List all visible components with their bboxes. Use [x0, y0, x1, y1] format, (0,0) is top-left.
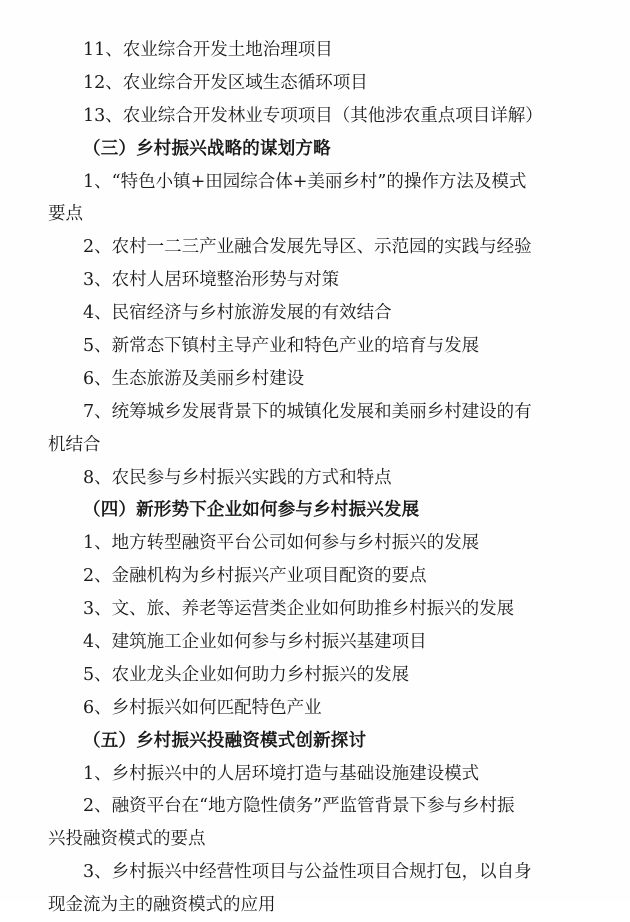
section-heading-four: （四）新形势下企业如何参与乡村振兴发展 — [83, 500, 420, 521]
item-3-6: 6、生态旅游及美丽乡村建设 — [83, 368, 305, 389]
item-4-3: 3、文、旅、养老等运营类企业如何助推乡村振兴的发展 — [83, 599, 515, 620]
item-5-1: 1、乡村振兴中的人居环境打造与基础设施建设模式 — [83, 763, 480, 784]
item-3-3: 3、农村人居环境整治形势与对策 — [83, 270, 340, 291]
item-3-1: 1、“特色小镇+田园综合体+美丽乡村”的操作方法及模式 — [83, 171, 527, 192]
item-13: 13、农业综合开发林业专项项目（其他涉农重点项目详解） — [83, 105, 543, 126]
item-4-4: 4、建筑施工企业如何参与乡村振兴基建项目 — [83, 632, 427, 653]
document-body — [48, 34, 582, 922]
item-3-8: 8、农民参与乡村振兴实践的方式和特点 — [83, 467, 392, 488]
item-5-2: 2、融资平台在“地方隐性债务”严监管背景下参与乡村振 — [83, 796, 515, 817]
item-3-7-cont: 机结合 — [48, 434, 101, 455]
item-5-3-cont: 现金流为主的融资模式的应用 — [48, 895, 276, 916]
item-3-2: 2、农村一二三产业融合发展先导区、示范园的实践与经验 — [83, 237, 532, 258]
item-3-7: 7、统筹城乡发展背景下的城镇化发展和美丽乡村建设的有 — [83, 401, 532, 422]
section-heading-three: （三）乡村振兴战略的谋划方略 — [83, 138, 331, 159]
item-4-1: 1、地方转型融资平台公司如何参与乡村振兴的发展 — [83, 533, 480, 554]
item-5-3: 3、乡村振兴中经营性项目与公益性项目合规打包，以自身 — [83, 862, 532, 883]
item-3-1-cont: 要点 — [48, 204, 83, 225]
item-11: 11、农业综合开发土地治理项目 — [83, 40, 333, 60]
item-5-2-cont: 兴投融资模式的要点 — [48, 829, 206, 850]
item-4-5: 5、农业龙头企业如何助力乡村振兴的发展 — [83, 664, 410, 685]
item-12: 12、农业综合开发区域生态循环项目 — [83, 72, 368, 93]
item-3-5: 5、新常态下镇村主导产业和特色产业的培育与发展 — [83, 336, 480, 357]
section-heading-five: （五）乡村振兴投融资模式创新探讨 — [83, 730, 367, 751]
item-3-4: 4、民宿经济与乡村旅游发展的有效结合 — [83, 303, 392, 324]
item-4-2: 2、金融机构为乡村振兴产业项目配资的要点 — [83, 566, 427, 587]
item-4-6: 6、乡村振兴如何匹配特色产业 — [83, 697, 322, 718]
